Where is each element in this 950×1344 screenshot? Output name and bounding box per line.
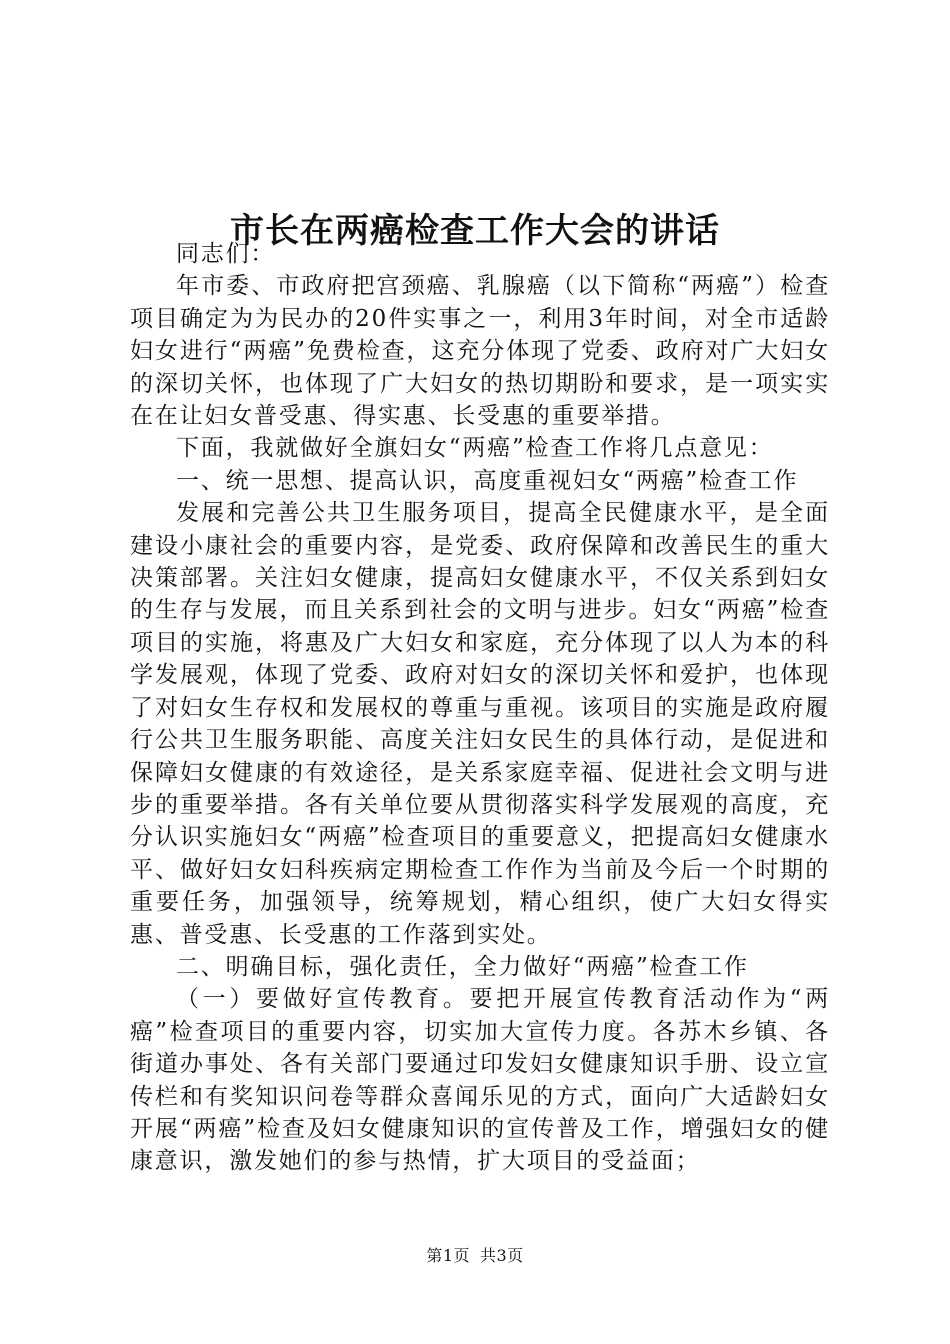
paragraph-subsection-1: （一）要做好宣传教育。要把开展宣传教育活动作为“两癌”检查项目的重要内容，切实加大宣传力度。各苏木乡镇、各街道办事处、各有关部门要通过印发妇女健康知识手册、设立宣传栏和有奖知识问卷等群众喜闻乐见的方式，面向广大适龄妇女开展“两癌”检查及妇女健康知识的宣传普及工作，增强妇女的健康意识，激发她们的参与热情，扩大项目的受益面； <box>130 986 830 1175</box>
paragraph-section-1: 发展和完善公共卫生服务项目，提高全民健康水平，是全面建设小康社会的重要内容，是党委、政府保障和改善民生的重大决策部署。关注妇女健康，提高妇女健康水平，不仅关系到妇女的生存与发展，而且关系到社会的文明与进步。妇女“两癌”检查项目的实施，将惠及广大妇女和家庭，充分体现了以人为本的科学发展观，体现了党委、政府对妇女的深切关怀和爱护，也体现了对妇女生存权和发展权的尊重与重视。该项目的实施是政府履行公共卫生服务职能、高度关注妇女民生的具体行动，是促进和保障妇女健康的有效途径，是关系家庭幸福、促进社会文明与进步的重要举措。各有关单位要从贯彻落实科学发展观的高度，充分认识实施妇女“两癌”检查项目的重要意义，把提高妇女健康水平、做好妇女妇科疾病定期检查工作作为当前及今后一个时期的重要任务，加强领导，统筹规划，精心组织，使广大妇女得实惠、普受惠、长受惠的工作落到实处。 <box>130 500 830 948</box>
section-heading-1: 一、统一思想、提高认识，高度重视妇女“两癌”检查工作 <box>176 467 799 494</box>
page-footer <box>0 1243 950 1266</box>
paragraph-lead: 下面，我就做好全旗妇女“两癌”检查工作将几点意见： <box>176 435 774 462</box>
page-number: 第1页 <box>426 1246 470 1265</box>
page-total: 共3页 <box>480 1246 524 1265</box>
section-heading-2: 二、明确目标，强化责任，全力做好“两癌”检查工作 <box>176 953 749 980</box>
document-body <box>130 238 830 1178</box>
document-title: 市长在两癌检查工作大会的讲话 <box>230 210 720 251</box>
paragraph-intro: 年市委、市政府把宫颈癌、乳腺癌（以下简称“两癌”）检查项目确定为为民办的20件实事之一，利用3年时间，对全市适龄妇女进行“两癌”免费检查，这充分体现了党委、政府对广大妇女的深切关怀，也体现了广大妇女的热切期盼和要求，是一项实实在在让妇女普受惠、得实惠、长受惠的重要举措。 <box>130 273 830 430</box>
salutation: 同志们： <box>176 241 276 267</box>
